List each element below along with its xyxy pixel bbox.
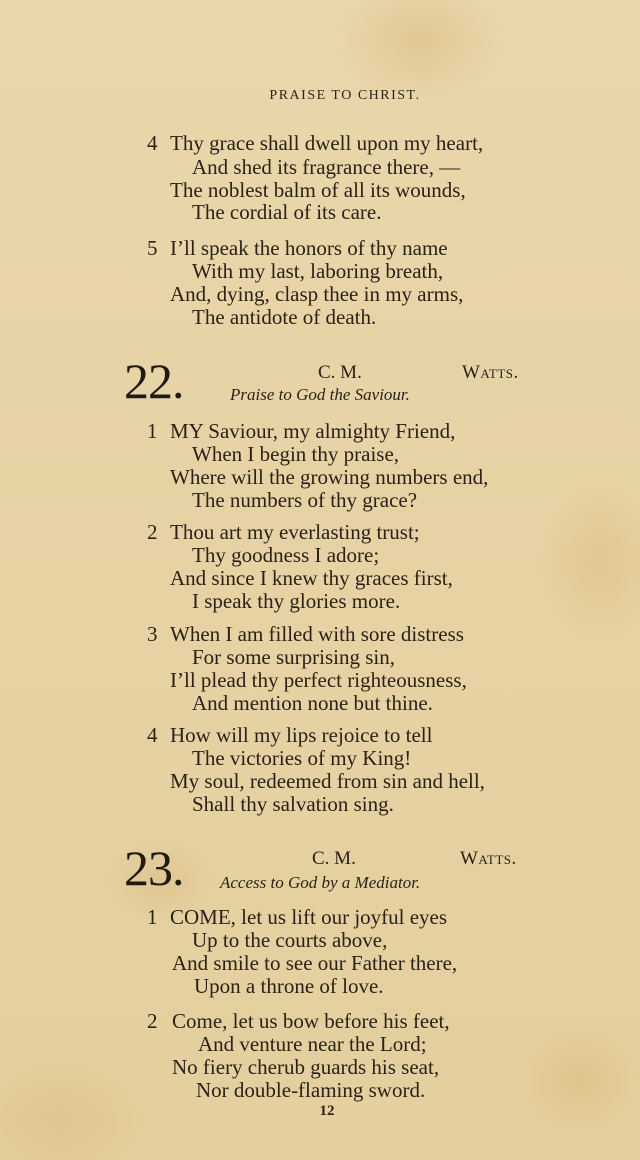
stanza-number: 1 <box>147 419 158 443</box>
verse-line: And smile to see our Father there, <box>172 951 458 975</box>
stanza-number: 3 <box>147 622 158 646</box>
verse-line: I’ll speak the honors of thy name <box>170 236 448 260</box>
verse-line: And, dying, clasp thee in my arms, <box>170 282 464 306</box>
verse-line: Thy goodness I adore; <box>192 543 380 567</box>
hymn-author: Watts. <box>462 362 519 383</box>
verse-line: When I begin thy praise, <box>192 442 400 466</box>
verse-line: For some surprising sin, <box>192 645 396 669</box>
verse-line: And venture near the Lord; <box>198 1032 427 1056</box>
verse-line: And shed its fragrance there, — <box>192 155 461 179</box>
stanza-number: 4 <box>147 131 158 155</box>
verse-line: Shall thy salvation sing. <box>192 792 394 816</box>
stanza-number: 5 <box>147 236 158 260</box>
verse-line: The victories of my King! <box>192 746 412 770</box>
verse-line: Upon a throne of love. <box>194 974 384 998</box>
running-head: PRAISE TO CHRIST. <box>269 88 421 103</box>
verse-line: Nor double-flaming sword. <box>196 1078 426 1102</box>
hymn-number: 22. <box>124 353 184 409</box>
verse-line: COME, let us lift our joyful eyes <box>170 905 448 929</box>
page-number: 12 <box>319 1103 335 1119</box>
verse-line: And since I knew thy graces first, <box>170 566 453 590</box>
verse-line: With my last, laboring breath, <box>192 259 444 283</box>
stanza-number: 4 <box>147 723 158 747</box>
hymn-author: Watts. <box>460 848 517 869</box>
verse-line: Up to the courts above, <box>192 928 388 952</box>
verse-line: I speak thy glories more. <box>192 589 401 613</box>
hymn-title: Praise to God the Saviour. <box>230 385 410 404</box>
verse-line: The cordial of its care. <box>192 200 382 224</box>
hymn-meter: C. M. <box>312 848 356 869</box>
verse-line: Come, let us bow before his feet, <box>172 1009 450 1033</box>
hymn-meter: C. M. <box>318 362 362 383</box>
verse-line: When I am filled with sore distress <box>170 622 464 646</box>
verse-line: The numbers of thy grace? <box>192 488 418 512</box>
verse-line: No fiery cherub guards his seat, <box>172 1055 440 1079</box>
verse-line: Thou art my everlasting trust; <box>170 520 420 544</box>
stanza-number: 2 <box>147 1009 158 1033</box>
verse-line: And mention none but thine. <box>192 691 433 715</box>
verse-line: I’ll plead thy perfect righteousness, <box>170 668 467 692</box>
verse-line: The noblest balm of all its wounds, <box>170 178 466 202</box>
hymn-title: Access to God by a Mediator. <box>220 873 421 892</box>
verse-line: Where will the growing numbers end, <box>170 465 489 489</box>
stanza-number: 2 <box>147 520 158 544</box>
verse-line: MY Saviour, my almighty Friend, <box>170 419 456 443</box>
verse-line: The antidote of death. <box>192 305 377 329</box>
stanza-number: 1 <box>147 905 158 929</box>
verse-line: Thy grace shall dwell upon my heart, <box>170 131 484 155</box>
verse-line: My soul, redeemed from sin and hell, <box>170 769 485 793</box>
verse-line: How will my lips rejoice to tell <box>170 723 433 747</box>
hymn-number: 23. <box>124 840 184 896</box>
